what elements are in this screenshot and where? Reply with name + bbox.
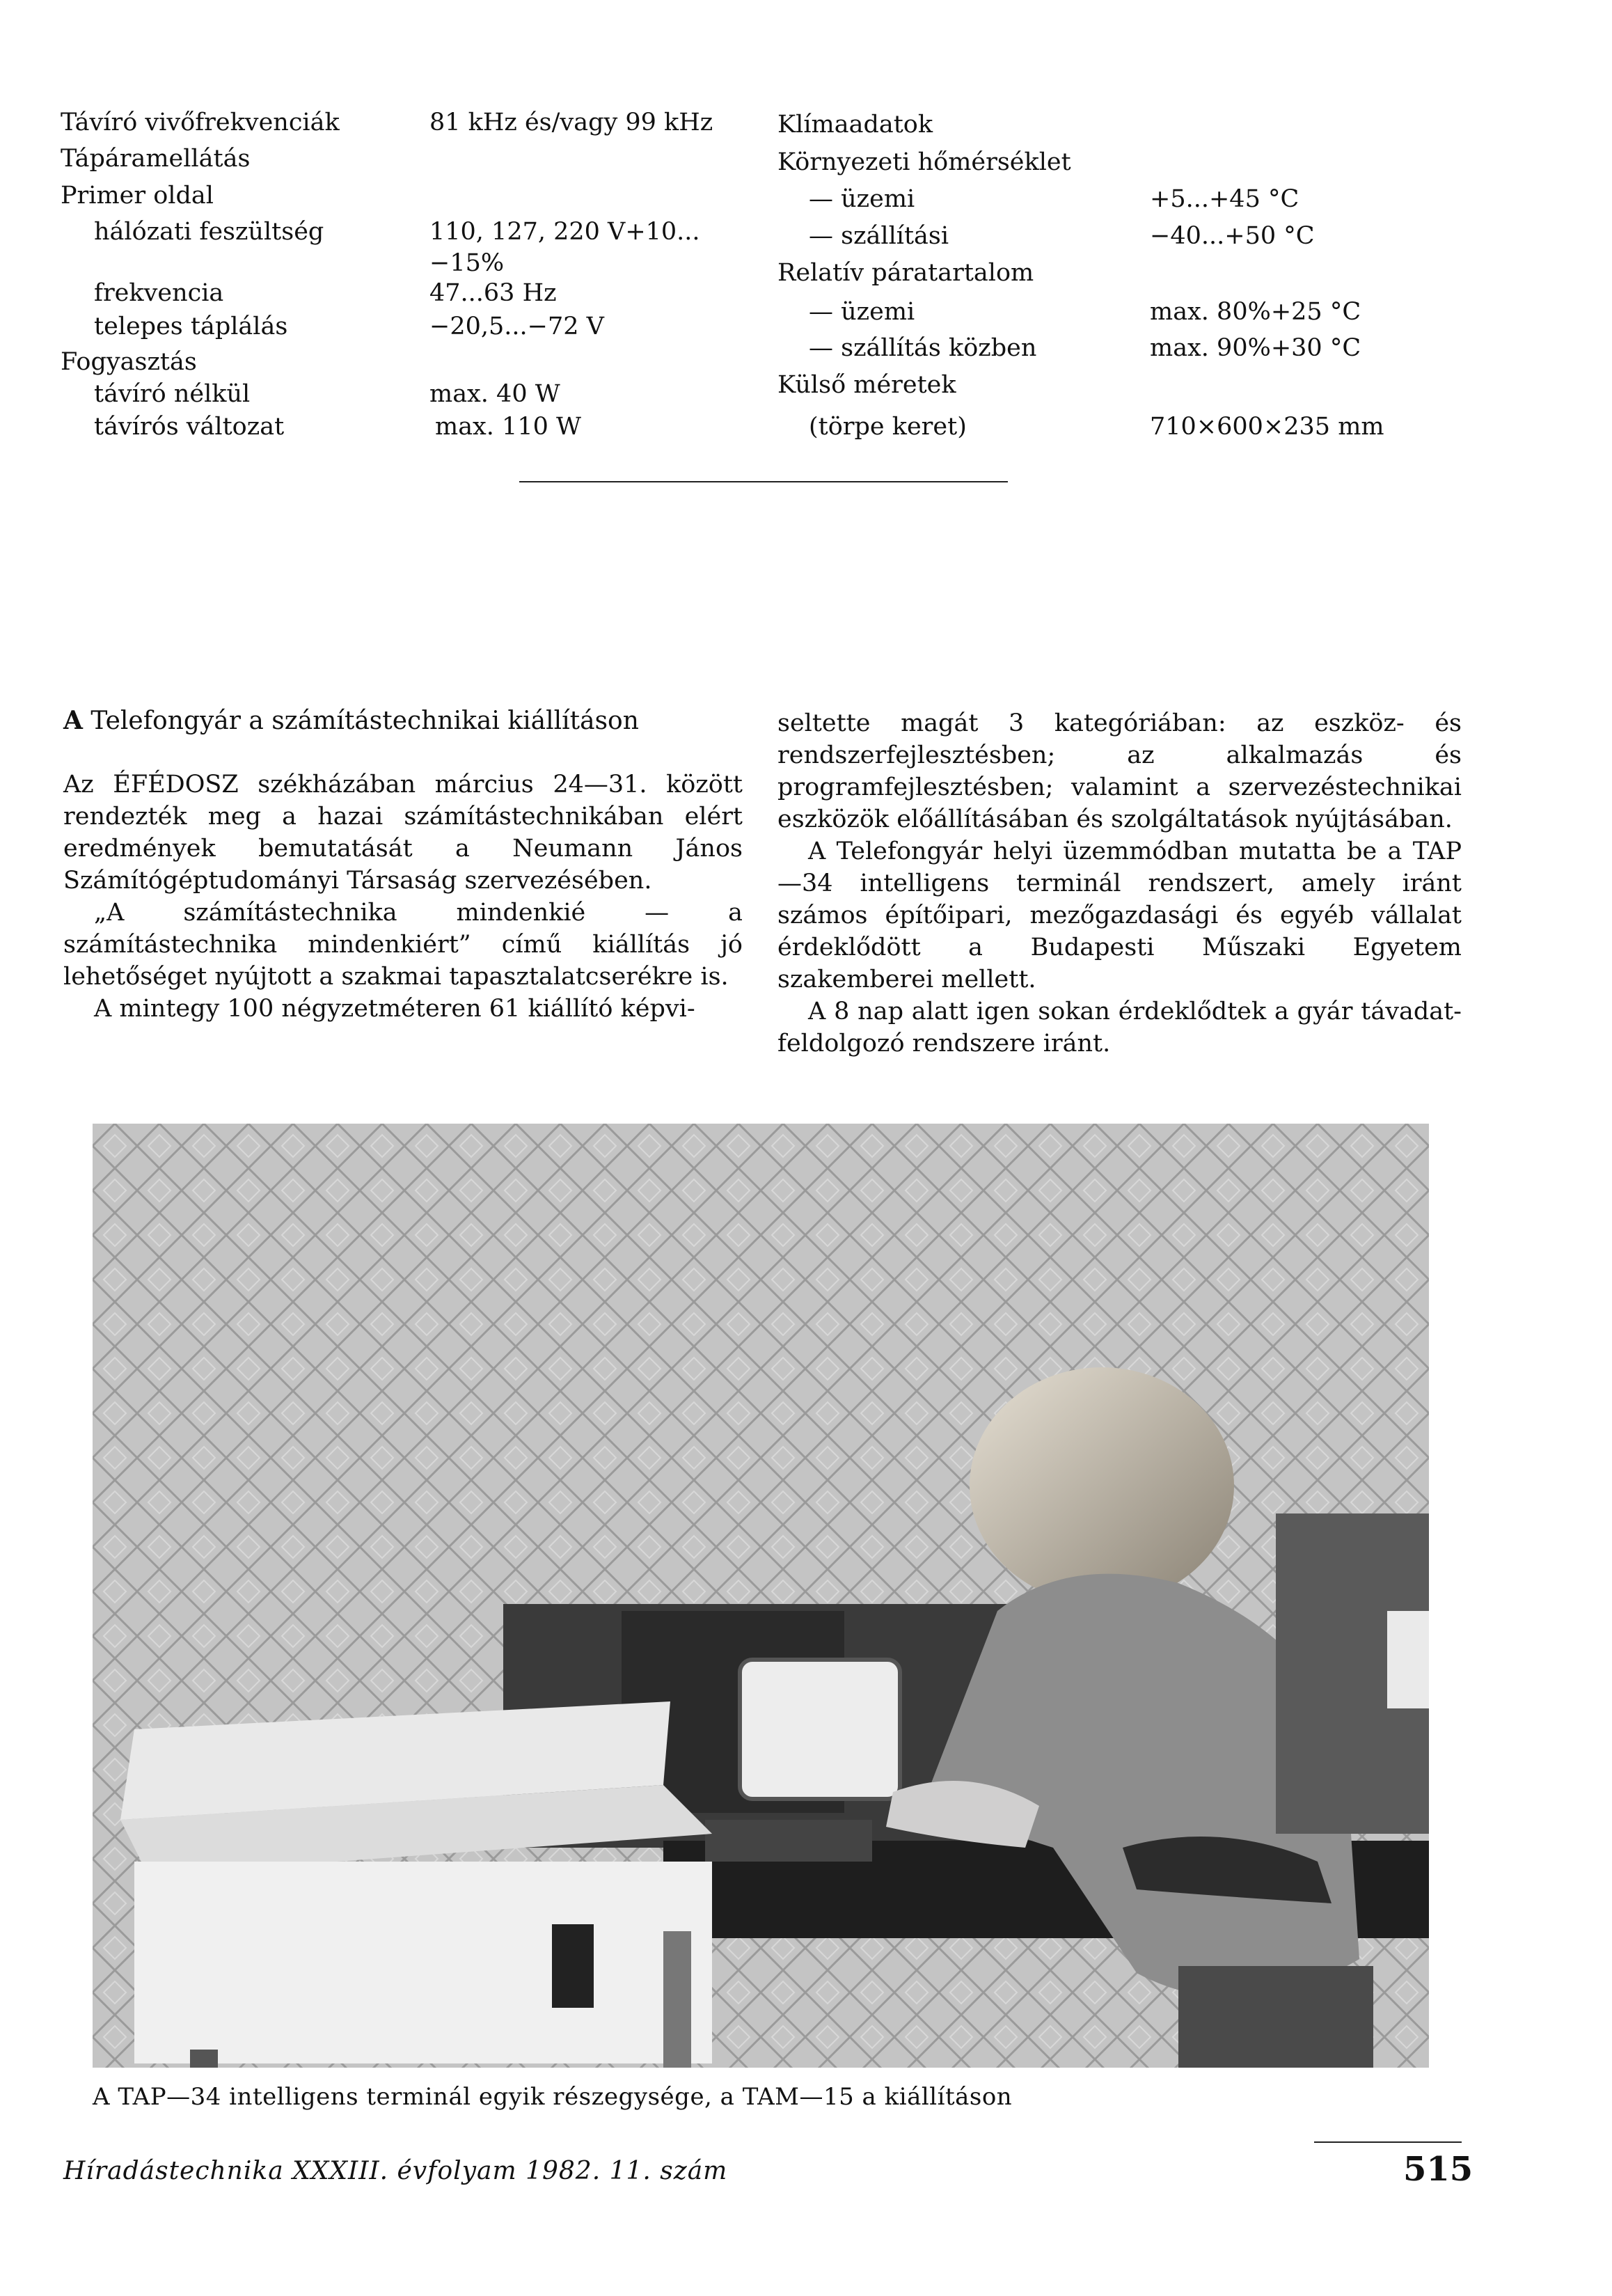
spec-value: 81 kHz és/vagy 99 kHz — [429, 109, 713, 136]
article-paragraph: A 8 nap alatt igen sokan érdeklődtek a gyár távadat-feldolgozó rendszere iránt. — [777, 998, 1462, 1057]
footer-rule — [1314, 2141, 1462, 2143]
spec-value: max. 40 W — [429, 380, 560, 408]
article-paragraph: A mintegy 100 négyzetméteren 61 kiállító képvi- — [94, 995, 695, 1023]
article-paragraph: A Telefongyár helyi üzemmódban mutatta be a TAP—34 intelligens terminál rendszert, amely iránt számos építőipari, mezőgazdasági és egyéb vállalat érdeklődött a Budapesti Műszaki Egyetem szakemberei mellett. — [777, 838, 1462, 993]
spec-value: max. 110 W — [435, 413, 581, 441]
spec-label: Távíró vivőfrekvenciák — [61, 109, 340, 136]
article-column-right — [777, 707, 1462, 1060]
spec-label: hálózati feszültség — [94, 218, 324, 246]
spec-label: Külső méretek — [777, 371, 956, 399]
terminal-photo-illustration — [93, 1124, 1429, 2068]
spec-value: −40...+50 °C — [1150, 222, 1315, 250]
spec-label: távíró nélkül — [94, 380, 251, 408]
article-column-left — [63, 769, 743, 1025]
spec-value: max. 90%+30 °C — [1150, 334, 1361, 362]
article-title-bold: A — [63, 706, 83, 735]
article-title-rest: Telefongyár a számítástechnikai kiállításon — [82, 707, 639, 735]
spec-value: 110, 127, 220 V+10... — [429, 218, 700, 246]
spec-label: Tápáramellátás — [61, 145, 251, 173]
section-divider — [519, 481, 1008, 482]
spec-label: — szállítási — [809, 222, 949, 250]
spec-label: Klímaadatok — [777, 111, 933, 139]
spec-label: — szállítás közben — [809, 334, 1037, 362]
spec-label: Fogyasztás — [61, 348, 197, 376]
article-title — [63, 706, 639, 735]
article-paragraph: seltette magát 3 kategóriában: az eszköz- és rendszerfejlesztésben; az alkalmazás és programfejlesztésben; valamint a szervezéstechnikai eszközök előállításában és szolgáltatások nyújtásában. — [777, 709, 1462, 833]
photo-caption: A TAP—34 intelligens terminál egyik részegysége, a TAM—15 a kiállításon — [93, 2083, 1013, 2111]
spec-label: Primer oldal — [61, 182, 214, 210]
spec-label: frekvencia — [94, 279, 224, 307]
spec-value: 710×600×235 mm — [1150, 413, 1384, 441]
spec-value: −15% — [429, 249, 505, 277]
spec-label: telepes táplálás — [94, 313, 288, 340]
spec-label: Környezeti hőmérséklet — [777, 148, 1071, 176]
article-paragraph: „A számítástechnika mindenkié — a számítástechnika mindenkiért” című kiállítás jó lehetőséget nyújtott a szakmai tapasztalatcserékre is. — [63, 899, 743, 991]
journal-title: Híradástechnika XXXIII. évfolyam 1982. 11. szám — [63, 2157, 728, 2185]
article-paragraph: Az ÉFÉDOSZ székházában március 24—31. között rendezték meg a hazai számítástechnikában elért eredmények bemutatását a Neumann János Számítógéptudományi Társaság szervezésében. — [63, 771, 743, 895]
spec-label: (törpe keret) — [809, 413, 967, 441]
spec-label: távírós változat — [94, 413, 285, 441]
spec-label: — üzemi — [809, 298, 915, 326]
spec-label: — üzemi — [809, 185, 915, 213]
spec-value: +5...+45 °C — [1150, 185, 1299, 213]
spec-label: Relatív páratartalom — [777, 259, 1034, 287]
spec-value: −20,5...−72 V — [429, 313, 604, 340]
spec-value: max. 80%+25 °C — [1150, 298, 1361, 326]
page-number: 515 — [1403, 2150, 1473, 2189]
spec-value: 47...63 Hz — [429, 279, 557, 307]
terminal-photo — [93, 1124, 1429, 2068]
